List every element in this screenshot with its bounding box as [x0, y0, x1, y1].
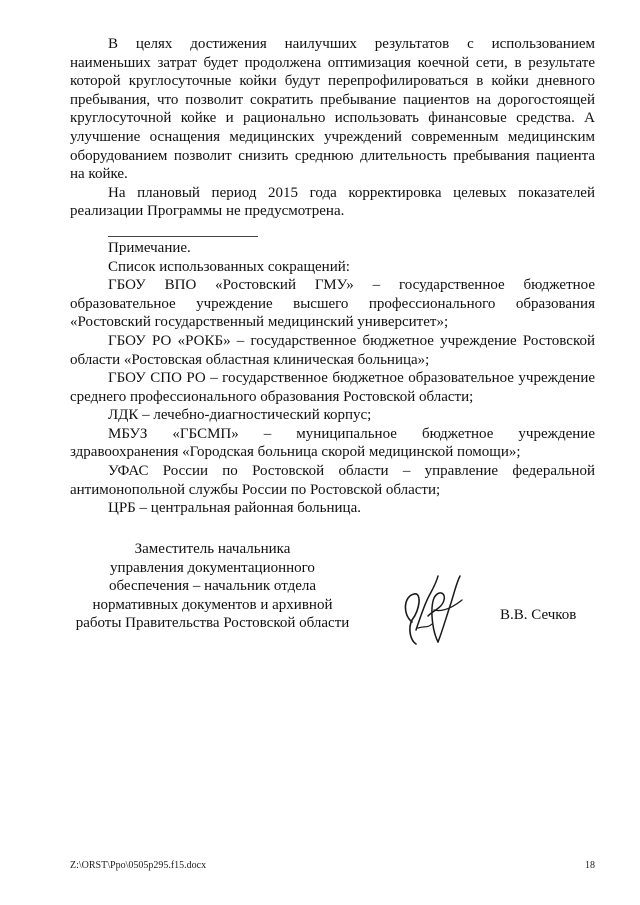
footnote-separator: [108, 236, 258, 237]
note-label: Примечание.: [108, 239, 191, 256]
abbreviation-item: ГБОУ ВПО «Ростовский ГМУ» – государственное бюджетное образовательное учреждение высшего профессионального образования «Ростовский государственный медицинский университет»;: [70, 277, 595, 331]
position-line: нормативных документов и архивной: [92, 596, 333, 613]
body-paragraph-2: На плановый период 2015 года корректировка целевых показателей реализации Программы не предусмотрена.: [70, 184, 595, 220]
abbreviation-item: МБУЗ «ГБСМП» – муниципальное бюджетное учреждение здравоохранения «Городская больница скорой медицинской помощи»;: [70, 425, 595, 461]
abbreviation-item: ГБОУ СПО РО – государственное бюджетное образовательное учреждение среднего профессионального образования Ростовской области;: [70, 370, 595, 405]
position-line: обеспечения – начальник отдела: [108, 578, 317, 595]
footer-file-path: Z:\ORST\Ppo\0505p295.f15.docx: [70, 860, 207, 871]
abbreviation-item: ЛДК – лечебно-диагностический корпус;: [108, 407, 372, 424]
signer-name: В.В. Сечков: [500, 607, 577, 623]
footnotes: [70, 239, 595, 518]
body-paragraph-1: В целях достижения наилучших результатов с использованием наименьших затрат будет продолжена оптимизация коечной сети, в результате которой круглосуточные койки будут перепрофилироваться в койки дневного пребывания, что позволит сократить пребывание пациентов на дорогостоящей круглосуточной койке и рационально использовать финансовые средства. А улучшение оснащения медицинских учреждений современным медицинским оборудованием позволит снизить среднюю длительность пребывания пациента на койке.: [70, 36, 595, 183]
body-text: [70, 35, 595, 518]
signer-position: [70, 540, 355, 633]
position-line: Заместитель начальника: [134, 541, 291, 557]
position-line: работы Правительства Ростовской области: [75, 615, 350, 632]
abbreviation-item: ЦРБ – центральная районная больница.: [108, 500, 361, 517]
position-line: управления документационного: [110, 559, 315, 576]
abbreviation-item: УФАС России по Ростовской области – управление федеральной антимонопольной службы России по Ростовской области;: [70, 463, 595, 498]
abbreviation-item: ГБОУ РО «РОКБ» – государственное бюджетное учреждение Ростовской области «Ростовская областная клиническая больница»;: [70, 332, 595, 368]
abbreviations-title: Список использованных сокращений:: [108, 258, 350, 275]
page-number: 18: [585, 860, 595, 871]
handwritten-signature: [398, 570, 468, 650]
